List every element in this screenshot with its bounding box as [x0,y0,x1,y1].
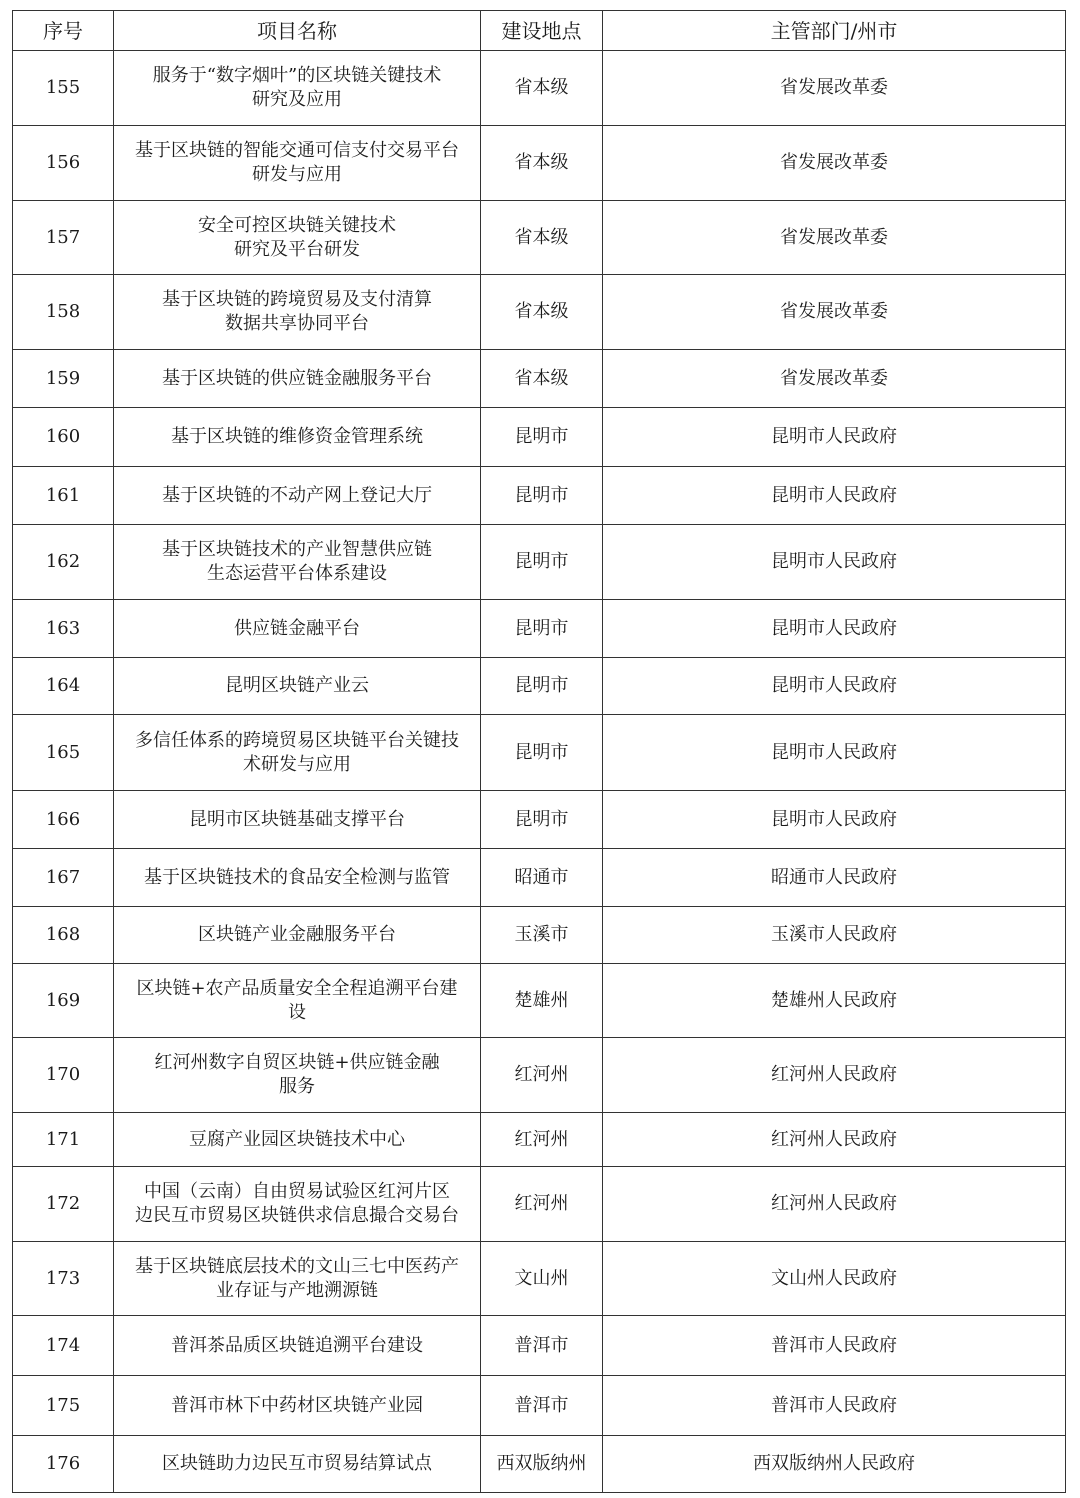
table-row [13,467,1066,525]
row-department: 昆明市人民政府 [603,600,1066,658]
row-department: 昆明市人民政府 [603,658,1066,715]
row-seq: 176 [13,1436,114,1493]
table-row [13,126,1066,201]
row-project-name: 基于区块链的维修资金管理系统 [114,408,481,467]
row-project-name: 区块链助力边民互市贸易结算试点 [114,1436,481,1493]
row-project-name: 供应链金融平台 [114,600,481,658]
row-seq: 175 [13,1376,114,1436]
table-row [13,1038,1066,1113]
project-table [12,10,1066,1493]
row-department: 昆明市人民政府 [603,715,1066,791]
row-project-name: 红河州数字自贸区块链+供应链金融 服务 [114,1038,481,1113]
row-seq: 166 [13,791,114,849]
row-seq: 168 [13,907,114,964]
row-department: 省发展改革委 [603,350,1066,408]
row-seq: 157 [13,201,114,275]
row-department: 昭通市人民政府 [603,849,1066,907]
row-location: 昆明市 [481,600,603,658]
row-seq: 167 [13,849,114,907]
row-location: 红河州 [481,1113,603,1167]
row-location: 玉溪市 [481,907,603,964]
row-project-name: 安全可控区块链关键技术 研究及平台研发 [114,201,481,275]
header-department: 主管部门/州市 [603,11,1066,51]
row-location: 省本级 [481,126,603,201]
row-seq: 160 [13,408,114,467]
row-department: 普洱市人民政府 [603,1376,1066,1436]
row-location: 昆明市 [481,791,603,849]
row-project-name: 多信任体系的跨境贸易区块链平台关键技 术研发与应用 [114,715,481,791]
row-department: 红河州人民政府 [603,1038,1066,1113]
row-location: 普洱市 [481,1316,603,1376]
row-project-name: 普洱茶品质区块链追溯平台建设 [114,1316,481,1376]
table-row [13,791,1066,849]
row-location: 昆明市 [481,715,603,791]
row-location: 西双版纳州 [481,1436,603,1493]
header-location: 建设地点 [481,11,603,51]
row-project-name: 普洱市林下中药材区块链产业园 [114,1376,481,1436]
row-location: 昆明市 [481,467,603,525]
row-department: 昆明市人民政府 [603,467,1066,525]
row-project-name: 区块链+农产品质量安全全程追溯平台建 设 [114,964,481,1038]
row-seq: 174 [13,1316,114,1376]
row-location: 普洱市 [481,1376,603,1436]
row-project-name: 基于区块链的不动产网上登记大厅 [114,467,481,525]
row-seq: 158 [13,275,114,350]
row-project-name: 服务于“数字烟叶”的区块链关键技术 研究及应用 [114,51,481,126]
row-department: 昆明市人民政府 [603,408,1066,467]
row-seq: 161 [13,467,114,525]
table-row [13,525,1066,600]
table-body [13,51,1066,1493]
row-department: 昆明市人民政府 [603,791,1066,849]
row-department: 昆明市人民政府 [603,525,1066,600]
row-department: 文山州人民政府 [603,1242,1066,1316]
row-seq: 169 [13,964,114,1038]
row-location: 省本级 [481,51,603,126]
row-location: 红河州 [481,1167,603,1242]
row-location: 昆明市 [481,525,603,600]
row-project-name: 区块链产业金融服务平台 [114,907,481,964]
row-project-name: 中国（云南）自由贸易试验区红河片区 边民互市贸易区块链供求信息撮合交易台 [114,1167,481,1242]
table-row [13,1242,1066,1316]
row-department: 红河州人民政府 [603,1167,1066,1242]
row-location: 红河州 [481,1038,603,1113]
row-department: 省发展改革委 [603,126,1066,201]
row-seq: 171 [13,1113,114,1167]
table-row [13,350,1066,408]
row-project-name: 基于区块链技术的食品安全检测与监管 [114,849,481,907]
row-seq: 173 [13,1242,114,1316]
row-project-name: 昆明市区块链基础支撑平台 [114,791,481,849]
table-row [13,1316,1066,1376]
table-row [13,715,1066,791]
row-department: 西双版纳州人民政府 [603,1436,1066,1493]
row-project-name: 基于区块链的跨境贸易及支付清算 数据共享协同平台 [114,275,481,350]
row-location: 省本级 [481,350,603,408]
row-department: 省发展改革委 [603,51,1066,126]
table-row [13,907,1066,964]
row-project-name: 基于区块链的供应链金融服务平台 [114,350,481,408]
table-row [13,1113,1066,1167]
row-department: 玉溪市人民政府 [603,907,1066,964]
row-location: 昭通市 [481,849,603,907]
row-seq: 172 [13,1167,114,1242]
row-location: 文山州 [481,1242,603,1316]
row-seq: 155 [13,51,114,126]
header-project-name: 项目名称 [114,11,481,51]
row-seq: 165 [13,715,114,791]
row-project-name: 基于区块链的智能交通可信支付交易平台 研发与应用 [114,126,481,201]
row-department: 省发展改革委 [603,201,1066,275]
row-project-name: 豆腐产业园区块链技术中心 [114,1113,481,1167]
table-row [13,275,1066,350]
row-seq: 170 [13,1038,114,1113]
row-project-name: 昆明区块链产业云 [114,658,481,715]
row-seq: 164 [13,658,114,715]
table-row [13,849,1066,907]
table-row [13,600,1066,658]
row-department: 普洱市人民政府 [603,1316,1066,1376]
row-project-name: 基于区块链底层技术的文山三七中医药产 业存证与产地溯源链 [114,1242,481,1316]
row-seq: 163 [13,600,114,658]
row-seq: 162 [13,525,114,600]
row-location: 省本级 [481,201,603,275]
header-row [13,11,1066,51]
row-location: 昆明市 [481,658,603,715]
row-seq: 156 [13,126,114,201]
table-row [13,51,1066,126]
table-row [13,964,1066,1038]
row-department: 省发展改革委 [603,275,1066,350]
row-location: 楚雄州 [481,964,603,1038]
row-department: 楚雄州人民政府 [603,964,1066,1038]
row-project-name: 基于区块链技术的产业智慧供应链 生态运营平台体系建设 [114,525,481,600]
table-row [13,201,1066,275]
row-seq: 159 [13,350,114,408]
row-department: 红河州人民政府 [603,1113,1066,1167]
table-row [13,1167,1066,1242]
row-location: 昆明市 [481,408,603,467]
table-row [13,408,1066,467]
table-row [13,1436,1066,1493]
table-row [13,658,1066,715]
header-seq: 序号 [13,11,114,51]
row-location: 省本级 [481,275,603,350]
table-row [13,1376,1066,1436]
